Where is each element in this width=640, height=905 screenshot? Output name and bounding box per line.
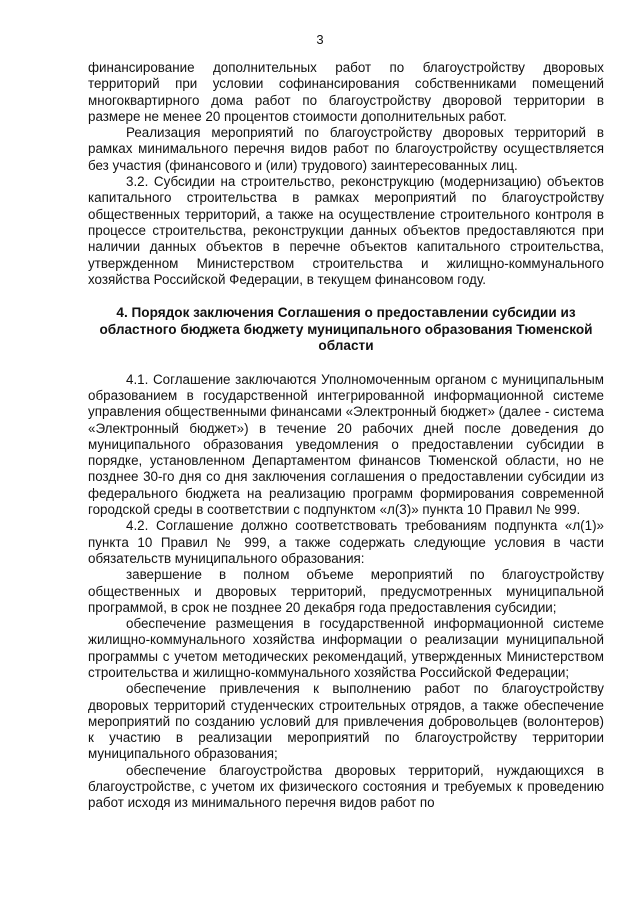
paragraph: финансирование дополнительных работ по благоустройству дворовых территорий при условии софинансирования собственниками помещений многоквартирного дома работ по благоустройству дворовой территории в размере не менее 20 процентов стоимости дополнительных работ. bbox=[88, 60, 604, 124]
paragraph: 3.2. Субсидии на строительство, реконструкцию (модернизацию) объектов капитального строительства в рамках мероприятий по благоустройству общественных территорий, а также на осуществление строительного контроля в процессе строительства, реконструкции данных объектов предоставляются при наличии данных объектов в перечне объектов капитального строительства, утвержденном Министерством строительства и жилищно-коммунального хозяйства Российской Федерации, в текущем финансовом году. bbox=[88, 174, 604, 287]
section-heading: 4. Порядок заключения Соглашения о предоставлении субсидии из областного бюджета бюджету муниципального образования Тюменской области bbox=[99, 305, 593, 354]
paragraph: 4.1. Соглашение заключаются Уполномоченным органом с муниципальным образованием в государственной интегрированной информационной системе управления общественными финансами «Электронный бюджет» (далее - система «Электронный бюджет») в течение 20 рабочих дней после доведения до муниципального образования уведомления о предоставлении субсидии в порядке, установленном Департаментом финансов Тюменской области, но не позднее 30-го дня со дня заключения соглашения о предоставлении субсидии из федерального бюджета на реализацию программ формирования современной городской среды в соответствии с подпунктом «л(3)» пункта 10 Правил № 999. bbox=[88, 371, 604, 518]
paragraph: Реализация мероприятий по благоустройству дворовых территорий в рамках минимального перечня видов работ по благоустройству осуществляется без участия (финансового и (или) трудового) заинтересованных лиц. bbox=[88, 125, 604, 173]
paragraph: завершение в полном объеме мероприятий по благоустройству общественных и дворовых территорий, предусмотренных муниципальной программой, в срок не позднее 20 декабря года предоставления субсидии; bbox=[88, 567, 604, 615]
paragraph: обеспечение благоустройства дворовых территорий, нуждающихся в благоустройстве, с учетом их физического состояния и требуемых к проведению работ исходя из минимального перечня видов работ по bbox=[88, 762, 604, 811]
document-body bbox=[88, 60, 604, 812]
paragraph: обеспечение привлечения к выполнению работ по благоустройству дворовых территорий студенческих строительных отрядов, а также обеспечение мероприятий по созданию условий для привлечения добровольцев (волонтеров) к участию в реализации мероприятий по благоустройству территории муниципального образования; bbox=[88, 681, 604, 762]
page-number: 3 bbox=[316, 32, 324, 47]
paragraph: обеспечение размещения в государственной информационной системе жилищно-коммунального хозяйства информации о реализации муниципальной программы с учетом методических рекомендаций, утвержденных Министерством строительства и жилищно-коммунального хозяйства Российской Федерации; bbox=[88, 616, 604, 680]
paragraph: 4.2. Соглашение должно соответствовать требованиям подпункта «л(1)» пункта 10 Правил № 999, а также содержать следующие условия в части обязательств муниципального образования: bbox=[88, 518, 604, 566]
